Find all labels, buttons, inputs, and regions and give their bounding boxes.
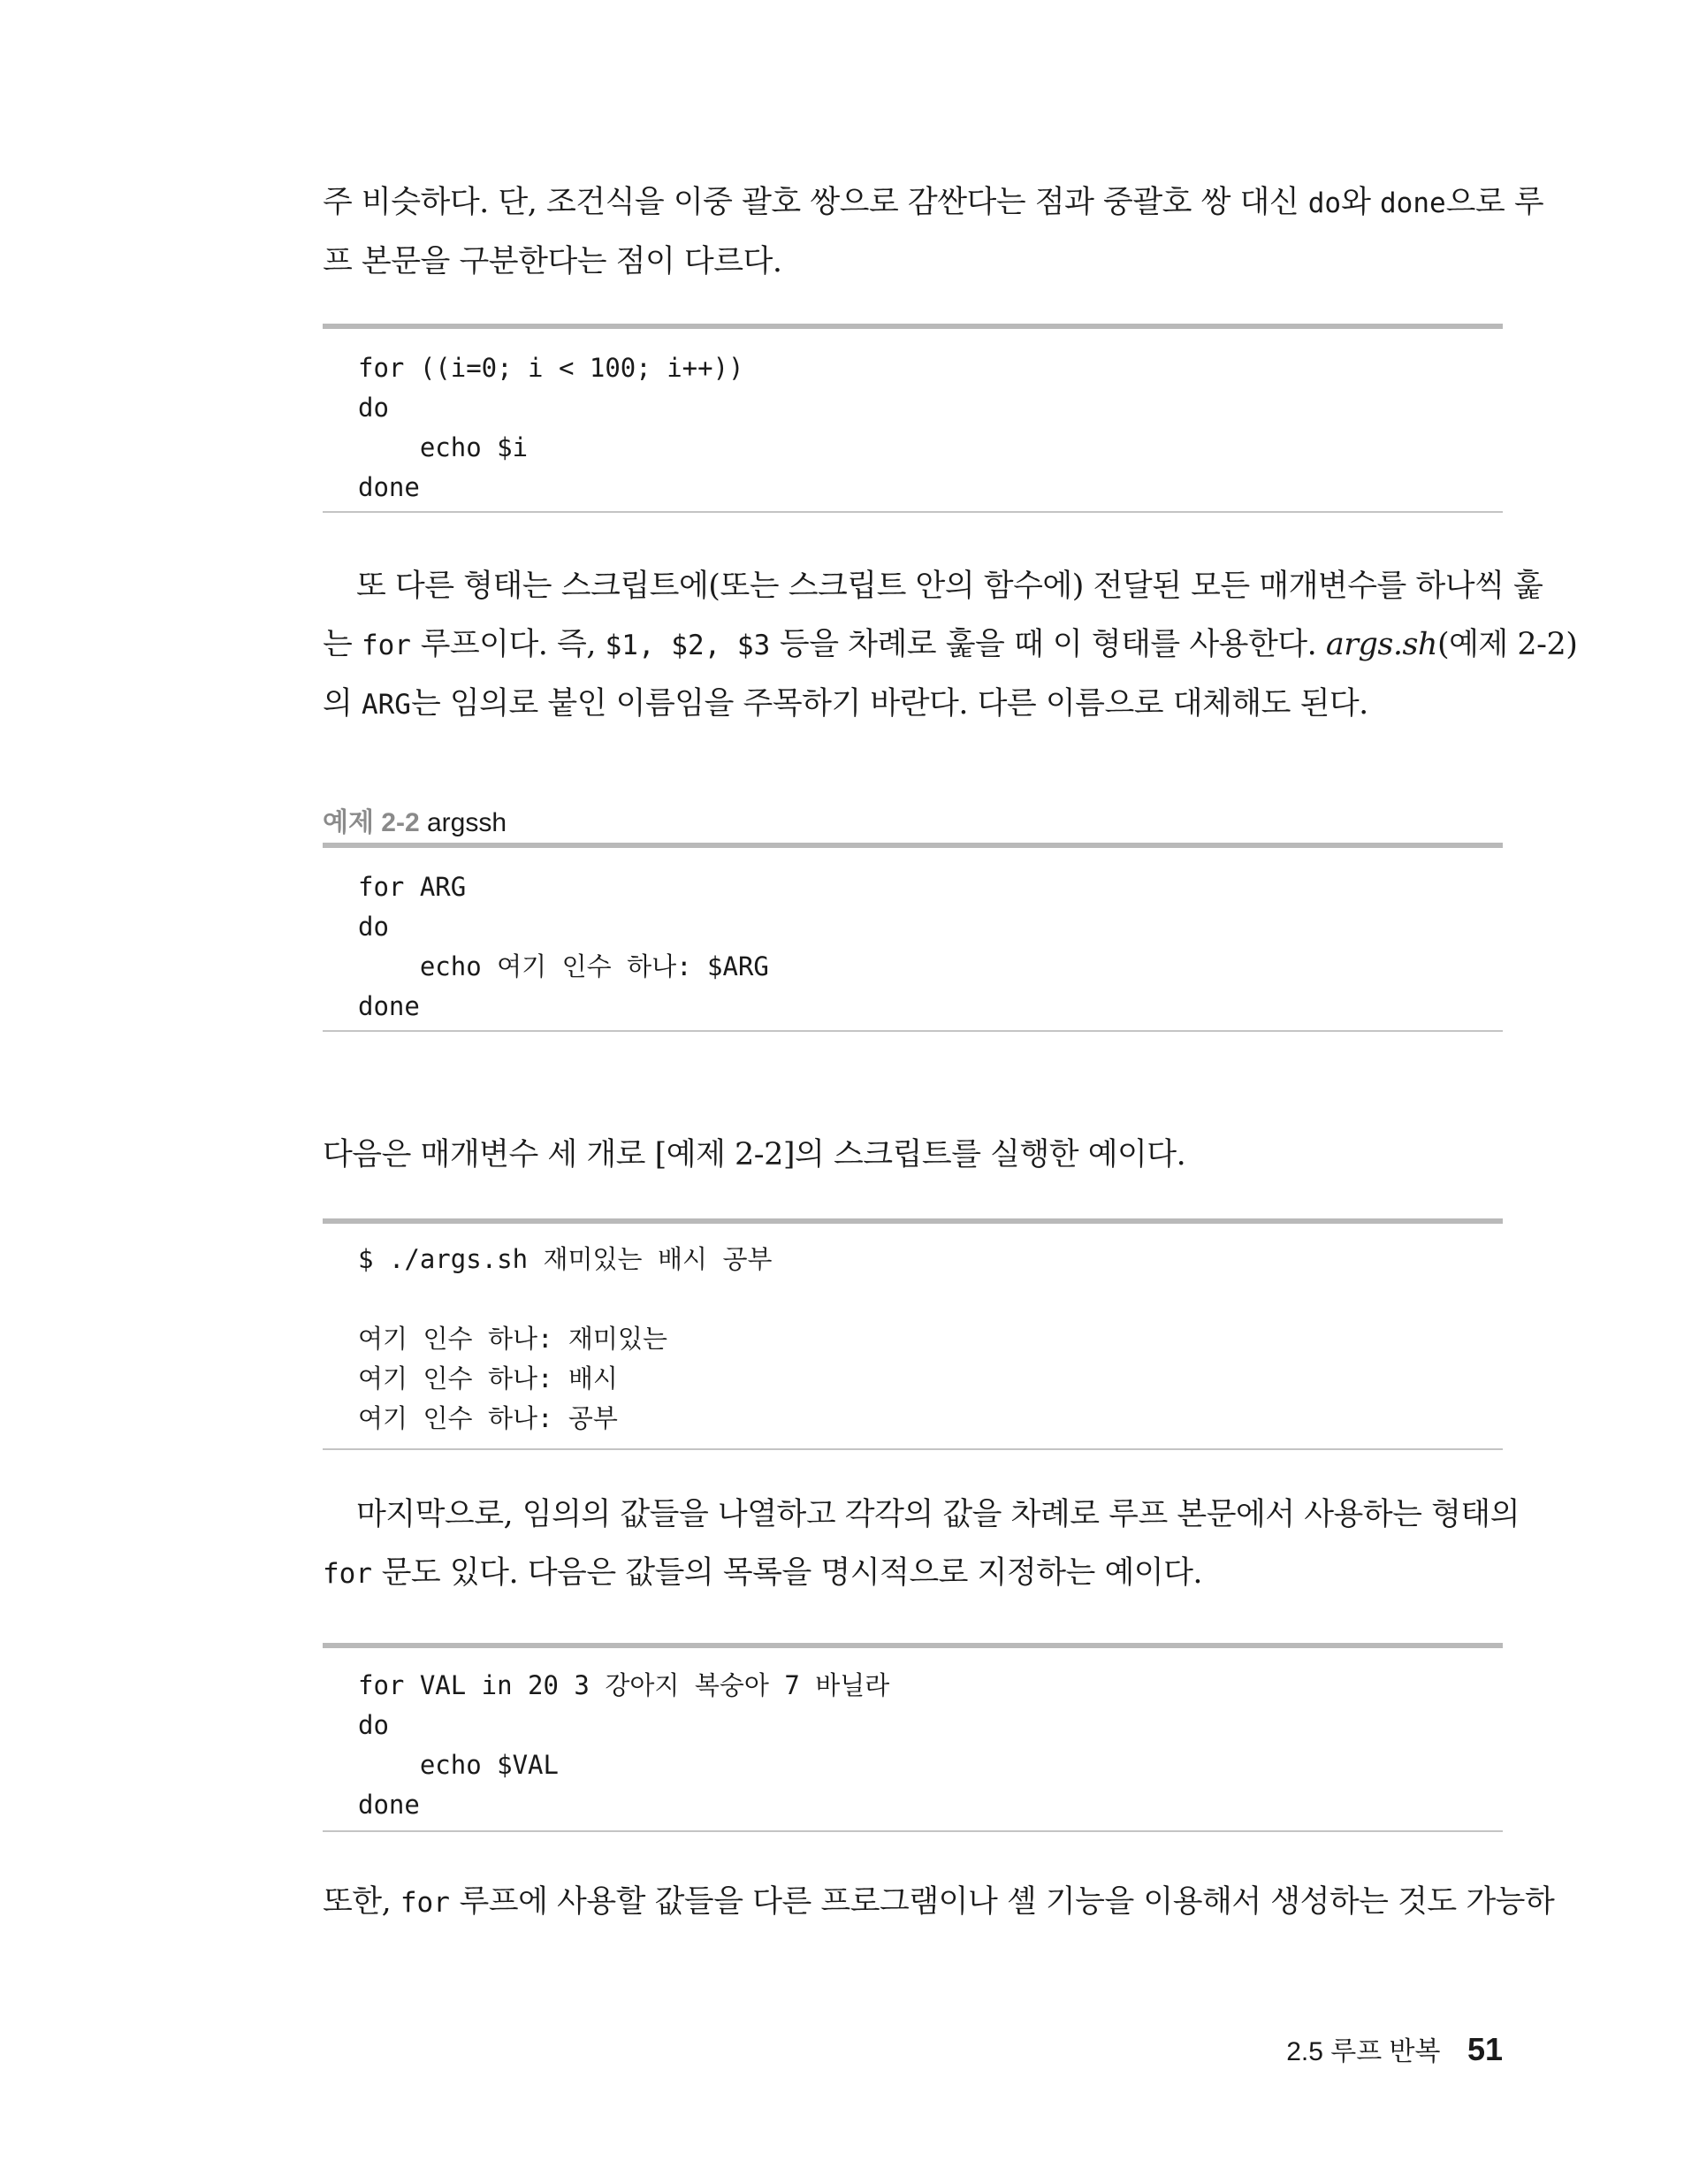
inline-code-done: done xyxy=(1380,187,1446,219)
inline-code-for: for xyxy=(400,1887,450,1919)
paragraph-5-line-1: 또한, for 루프에 사용할 값들을 다른 프로그램이나 셸 기능을 이용해서 생성하는 것도 가능하 xyxy=(323,1884,1555,1920)
code-block-text: $ ./args.sh 재미있는 배시 공부 여기 인수 하나: 재미있는 여기 인수 하나: 배시 여기 인수 하나: 공부 xyxy=(358,1244,773,1433)
code-block-for-val xyxy=(323,1643,1503,1832)
code-block-text: for ((i=0; i < 100; i++)) do echo $i done xyxy=(358,353,744,502)
paragraph-1 xyxy=(323,173,1544,291)
code-block-for-arg xyxy=(323,843,1503,1032)
paragraph-2 xyxy=(323,557,1578,734)
paragraph-2-line-1: 또 다른 형태는 스크립트에(또는 스크립트 안의 함수에) 전달된 모든 매개변수를 하나씩 훑 xyxy=(356,569,1543,604)
paragraph-4-line-2: for 문도 있다. 다음은 값들의 목록을 명시적으로 지정하는 예이다. xyxy=(323,1555,1203,1591)
inline-code-do: do xyxy=(1307,187,1342,219)
code-block-text: for VAL in 20 3 강아지 복숭아 7 바닐라 do echo $VAL done xyxy=(358,1670,890,1820)
paragraph-3 xyxy=(323,1126,1503,1184)
inline-code-for: for xyxy=(361,630,411,661)
book-page xyxy=(323,0,1578,2184)
paragraph-2-line-2: 는 for 루프이다. 즉, $1, $2, $3 등을 차례로 훑을 때 이 형태를 사용한다. args.sh(예제 2-2) xyxy=(323,627,1578,662)
paragraph-1-line-1: 주 비슷하다. 단, 조건식을 이중 괄호 쌍으로 감싼다는 점과 중괄호 쌍 대신 do와 done으로 루 xyxy=(323,185,1544,220)
paragraph-3-line-1: 다음은 매개변수 세 개로 [예제 2-2]의 스크립트를 실행한 예이다. xyxy=(323,1137,1186,1172)
section-title: 2.5 루프 반복 xyxy=(1286,2037,1441,2066)
paragraph-4-line-1: 마지막으로, 임의의 값들을 나열하고 각각의 값을 차례로 루프 본문에서 사용하는 형태의 xyxy=(356,1497,1520,1532)
example-title: argssh xyxy=(427,808,507,837)
code-block-text: for ARG do echo 여기 인수 하나: $ARG done xyxy=(358,872,769,1021)
inline-code-arg: ARG xyxy=(361,689,411,721)
paragraph-5 xyxy=(323,1873,1555,1932)
inline-code-for: for xyxy=(323,1558,372,1590)
code-block-for-c-style xyxy=(323,324,1503,513)
script-name: args.sh xyxy=(1325,627,1437,662)
example-label: 예제 2-2 xyxy=(323,808,420,837)
paragraph-2-line-3: 의 ARG는 임의로 붙인 이름임을 주목하기 바란다. 다른 이름으로 대체해도 된다. xyxy=(323,686,1368,722)
code-block-run-output xyxy=(323,1218,1503,1450)
page-number: 51 xyxy=(1467,2031,1503,2067)
paragraph-4 xyxy=(323,1485,1520,1603)
page-footer xyxy=(1286,2029,1503,2068)
paragraph-1-line-2: 프 본문을 구분한다는 점이 다르다. xyxy=(323,244,782,279)
example-caption xyxy=(323,800,507,839)
inline-code-params: $1, $2, $3 xyxy=(605,630,771,661)
